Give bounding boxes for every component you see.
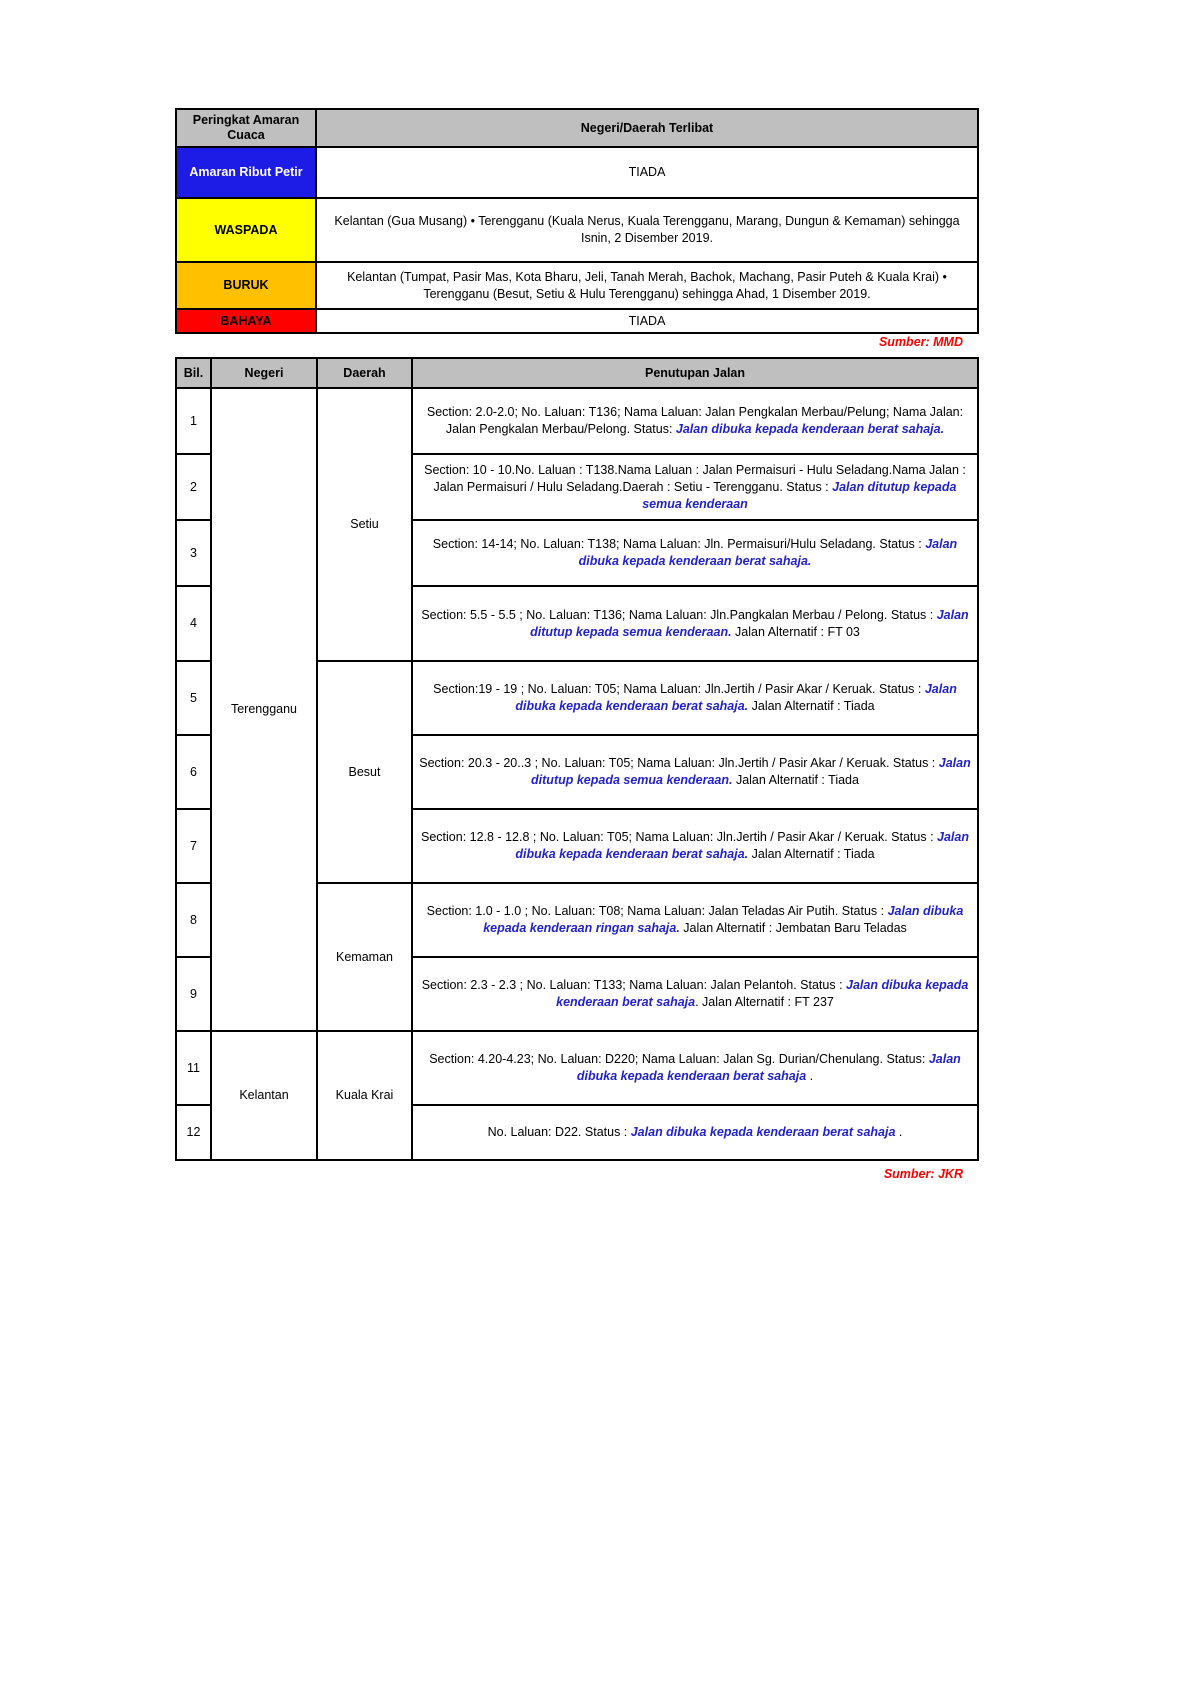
area-thunderstorm: TIADA (316, 147, 978, 198)
closure-status: Jalan dibuka kepada kenderaan berat sahaja (556, 978, 969, 1009)
closure-detail (412, 454, 978, 520)
closure-detail (412, 1105, 978, 1160)
row-number: 7 (176, 809, 211, 883)
row-number: 11 (176, 1031, 211, 1105)
closure-detail (412, 586, 978, 661)
closure-text: Section: 1.0 - 1.0 ; No. Laluan: T08; Nama Laluan: Jalan Teladas Air Putih. Status : (426, 904, 888, 918)
closure-detail (412, 735, 978, 809)
closure-text: No. Laluan: D22. Status : (487, 1125, 631, 1139)
closure-status: Jalan dibuka kepada kenderaan berat sahaja. (578, 537, 958, 568)
closure-status: Jalan dibuka kepada kenderaan berat sahaja. (515, 682, 957, 713)
road-closure-table (175, 357, 979, 1161)
level-bahaya: BAHAYA (176, 309, 316, 333)
district-setiu: Setiu (317, 388, 412, 661)
closure-text: Section: 14-14; No. Laluan: T138; Nama Laluan: Jln. Permaisuri/Hulu Seladang. Status : (432, 537, 926, 551)
closure-status: Jalan ditutup kepada semua kenderaan (642, 479, 957, 511)
closure-status: Jalan dibuka kepada kenderaan berat sahaja (630, 1125, 896, 1139)
state-terengganu: Terengganu (211, 388, 317, 1031)
closure-text: Section: 2.3 - 2.3 ; No. Laluan: T133; Nama Laluan: Jalan Pelantoh. Status : (421, 978, 847, 992)
district-kemaman: Kemaman (317, 883, 412, 1031)
closure-alternative: Jalan Alternatif : Tiada (748, 699, 875, 713)
closure-text: Section: 20.3 - 20..3 ; No. Laluan: T05; Nama Laluan: Jln.Jertih / Pasir Akar / Keruak. Status : (419, 756, 939, 770)
source-mmd: Sumber: MMD (878, 335, 963, 349)
header-no: Bil. (176, 358, 211, 388)
closure-status: Jalan dibuka kepada kenderaan berat sahaja. (515, 830, 969, 861)
closure-alternative: . (806, 1069, 814, 1083)
header-warning-level: Peringkat Amaran Cuaca (176, 109, 316, 147)
row-number: 3 (176, 520, 211, 586)
row-number: 12 (176, 1105, 211, 1160)
closure-detail (412, 1031, 978, 1105)
closure-text: Section: 12.8 - 12.8 ; No. Laluan: T05; Nama Laluan: Jln.Jertih / Pasir Akar / Keruak. Status : (421, 830, 938, 844)
closure-text: Section: 5.5 - 5.5 ; No. Laluan: T136; Nama Laluan: Jln.Pangkalan Merbau / Pelong. Status : (421, 607, 937, 622)
closure-detail (412, 388, 978, 454)
closure-detail (412, 883, 978, 957)
row-number: 8 (176, 883, 211, 957)
row-number: 5 (176, 661, 211, 735)
closure-alternative: Jalan Alternatif : Tiada (732, 773, 859, 787)
closure-text: Section:19 - 19 ; No. Laluan: T05; Nama Laluan: Jln.Jertih / Pasir Akar / Keruak. Status : (433, 682, 925, 696)
row-number: 6 (176, 735, 211, 809)
area-bahaya: TIADA (316, 309, 978, 333)
table-row (176, 1031, 978, 1105)
district-besut: Besut (317, 661, 412, 883)
closure-alternative: . (895, 1125, 903, 1139)
closure-text: Section: 4.20-4.23; No. Laluan: D220; Nama Laluan: Jalan Sg. Durian/Chenulang. Status: (429, 1052, 929, 1066)
area-buruk: Kelantan (Tumpat, Pasir Mas, Kota Bharu, Jeli, Tanah Merah, Bachok, Machang, Pasir Puteh & Kuala Krai) • Terengganu (Besut, Setiu & Hulu Terengganu) sehingga Ahad, 1 Disember 2019. (316, 262, 978, 309)
closure-alternative: Jalan Alternatif : Tiada (748, 847, 875, 861)
closure-status: Jalan dibuka kepada kenderaan berat sahaja. (675, 422, 945, 436)
closure-detail (412, 661, 978, 735)
closure-status: Jalan ditutup kepada semua kenderaan. (530, 607, 969, 639)
row-number: 9 (176, 957, 211, 1031)
row-number: 2 (176, 454, 211, 520)
source-jkr: Sumber: JKR (883, 1167, 963, 1181)
weather-warning-table (175, 108, 979, 334)
district-kuala-krai: Kuala Krai (317, 1031, 412, 1160)
header-affected-area: Negeri/Daerah Terlibat (316, 109, 978, 147)
level-thunderstorm: Amaran Ribut Petir (176, 147, 316, 198)
closure-text: Section: 2.0-2.0; No. Laluan: T136; Nama Laluan: Jalan Pengkalan Merbau/Pelung; Nama Jalan: Jalan Pengkalan Merbau/Pelong. Status: (426, 405, 964, 436)
closure-alternative: . Jalan Alternatif : FT 237 (695, 995, 834, 1009)
level-buruk: BURUK (176, 262, 316, 309)
state-kelantan: Kelantan (211, 1031, 317, 1160)
row-number: 1 (176, 388, 211, 454)
area-waspada: Kelantan (Gua Musang) • Terengganu (Kuala Nerus, Kuala Terengganu, Marang, Dungun & Kemaman) sehingga Isnin, 2 Disember 2019. (316, 198, 978, 262)
header-state: Negeri (211, 358, 317, 388)
closure-status: Jalan ditutup kepada semua kenderaan. (531, 756, 971, 787)
level-waspada: WASPADA (176, 198, 316, 262)
header-district: Daerah (317, 358, 412, 388)
closure-detail (412, 809, 978, 883)
table-row (176, 388, 978, 454)
header-closure: Penutupan Jalan (412, 358, 978, 388)
closure-alternative: Jalan Alternatif : FT 03 (731, 624, 860, 639)
closure-text: Section: 10 - 10.No. Laluan : T138.Nama Laluan : Jalan Permaisuri - Hulu Seladang.Nama Jalan : Jalan Permaisuri / Hulu Seladang.Daerah : Setiu - Terengganu. Status : (424, 462, 966, 494)
closure-detail (412, 957, 978, 1031)
row-number: 4 (176, 586, 211, 661)
closure-alternative: Jalan Alternatif : Jembatan Baru Teladas (679, 921, 907, 935)
closure-detail (412, 520, 978, 586)
closure-status: Jalan dibuka kepada kenderaan berat sahaja (576, 1052, 961, 1083)
closure-status: Jalan dibuka kepada kenderaan ringan sahaja. (483, 904, 964, 935)
